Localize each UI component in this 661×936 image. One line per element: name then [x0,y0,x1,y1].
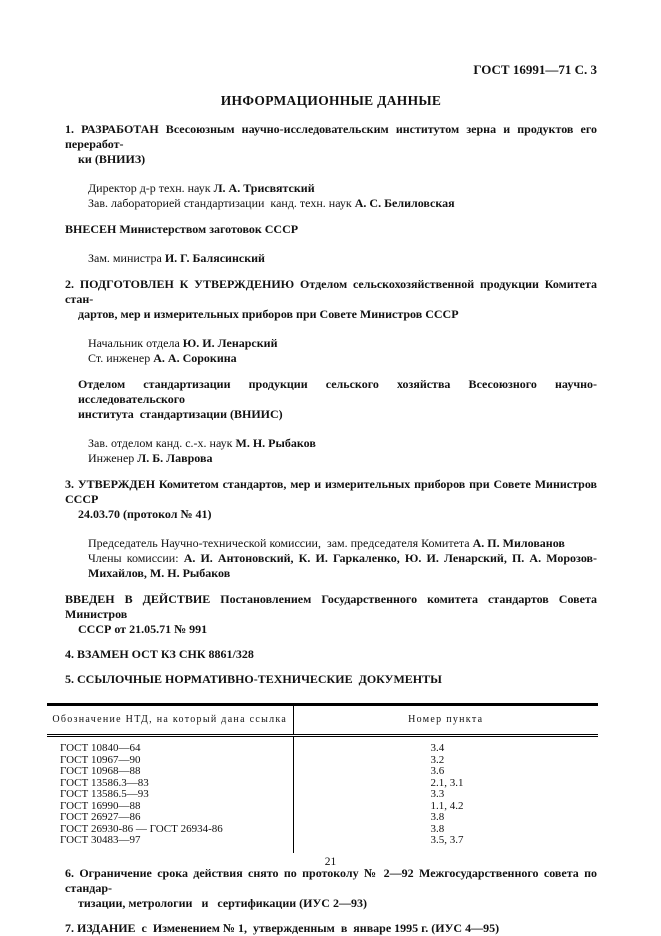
ntd-designation-cell: ГОСТ 13586.5—93 [47,789,293,801]
text-line [88,536,597,551]
clause-number-cell: 3.6 [430,765,445,777]
bold-text-segment: ВВЕДЕН В ДЕЙСТВИЕ Постановлением Государственного комитета стандартов Совета Министров [65,592,600,621]
section-2 [65,277,600,322]
text-line [65,672,597,687]
section-3 [65,477,600,522]
table-row [47,766,598,778]
ntd-designation-cell: ГОСТ 30483—97 [47,835,293,853]
clause-number-cell: 3.2 [430,753,445,766]
page-number: 21 [324,856,337,868]
text-segment: Зав. отделом канд. с.-х. наук [88,436,236,450]
officials-utverzhden [88,536,597,581]
clause-number-cell: 3.8 [430,811,445,823]
text-line [65,122,600,152]
clause-number-cell: 1.1, 4.2 [430,799,464,812]
text-line [78,407,597,422]
text-line [88,251,597,266]
text-line [88,351,597,366]
text-line [88,336,597,351]
clause-number-cell: 2.1, 3.1 [430,776,464,789]
document-content-lower [65,865,600,936]
ntd-designation-cell: ГОСТ 26930-86 — ГОСТ 26934-86 [47,824,293,836]
text-line [65,647,597,662]
officials-podgotovlen [88,336,597,366]
bold-text-segment: 24.03.70 (протокол № 41) [78,507,212,521]
references-table [47,703,598,853]
section-6 [65,865,600,911]
bold-text-segment: 7. ИЗДАНИЕ с Изменением № 1, утвержденным в январе 1995 г. (ИУС 4—95) [65,920,500,935]
text-line [78,152,597,167]
text-segment: Ст. инженер [88,351,154,365]
bold-text-segment: А. А. Сорокина [153,351,237,365]
ntd-designation-cell: ГОСТ 16990—88 [47,801,293,813]
bold-text-segment: М. Н. Рыбаков [235,436,316,450]
text-line [78,507,597,522]
table-row [47,789,598,801]
subsection-vveden [65,592,600,637]
bold-text-segment: 2. ПОДГОТОВЛЕН К УТВЕРЖДЕНИЮ Отделом сельскохозяйственной продукции Комитета стан- [65,277,600,306]
bold-text-segment: А. П. Милованов [472,536,565,550]
officials-otdel [88,436,597,466]
bold-text-segment: дартов, мер и измерительных приборов при Совете Министров СССР [78,307,459,321]
table-row [47,736,598,755]
text-line [78,622,597,637]
bold-text-segment: института стандартизации (ВНИИС) [78,407,283,421]
officials-razrabotan [88,181,597,211]
text-segment: Инженер [88,451,138,465]
text-line [88,196,597,211]
section-5 [65,672,597,687]
text-segment: Зам. министра [88,251,165,265]
text-segment: Директор д-р техн. наук [88,181,214,195]
column-header-ntd-designation: Обозначение НТД, на который дана ссылка [47,705,293,736]
subsection-otdel-standartizacii [65,377,597,422]
bold-text-segment: А. И. Антоновский, К. И. Гаркаленко, Ю. И. Ленарский, П. А. Морозов- [183,551,597,565]
text-line [88,436,597,451]
text-line [88,181,597,196]
section-1 [65,122,600,167]
table-header-row [47,705,598,736]
text-line [78,896,597,911]
text-segment: Зав. лабораторией стандартизации канд. техн. наук [88,196,355,210]
clause-number-cell: 3.5, 3.7 [430,834,464,846]
table-row [47,812,598,824]
officials-vnesen [88,251,597,266]
bold-text-segment: Л. Б. Лаврова [137,451,213,465]
page-title: ИНФОРМАЦИОННЫЕ ДАННЫЕ [220,93,442,108]
references-table-header [47,705,598,736]
bold-text-segment: 5. ССЫЛОЧНЫЕ НОРМАТИВНО-ТЕХНИЧЕСКИЕ ДОКУМЕНТЫ [65,672,442,686]
doc-code: ГОСТ 16991—71 С. 3 [473,62,597,77]
column-header-clause-number: Номер пункта [293,705,598,736]
bold-text-segment: 6. Ограничение срока действия снято по протоколу № 2—92 Межгосударственного совета по стандар- [65,865,600,895]
references-table-body [47,736,598,853]
bold-text-segment: тизации, метрологии и сертификации (ИУС 2—93) [78,895,367,910]
ntd-designation-cell: ГОСТ 10967—90 [47,755,293,767]
table-row [47,835,598,853]
section-7 [65,921,597,936]
bold-text-segment: 1. РАЗРАБОТАН Всесоюзным научно-исследовательским институтом зерна и продуктов его переработ- [65,122,600,151]
text-line [65,477,600,507]
clause-number-cell: 3.8 [430,822,445,835]
section-4 [65,647,597,662]
text-line [65,921,597,936]
text-line [65,222,597,237]
bold-text-segment: СССР от 21.05.71 № 991 [78,622,208,636]
bold-text-segment: Ю. И. Ленарский [182,336,278,350]
bold-text-segment: ки (ВНИИЗ) [78,152,146,166]
ntd-designation-cell: ГОСТ 26927—86 [47,812,293,824]
bold-text-segment: ВНЕСЕН Министерством заготовок СССР [65,222,299,236]
bold-text-segment: Отделом стандартизации продукции сельского хозяйства Всесоюзного научно-исследовательского [78,377,597,406]
clause-number-cell: 3.3 [430,788,445,800]
text-line [65,277,600,307]
ntd-designation-cell: ГОСТ 10968—88 [47,766,293,778]
bold-text-segment: И. Г. Балясинский [164,251,265,265]
text-line [65,865,600,896]
document-content-upper [65,122,600,687]
bold-text-segment: А. С. Белиловская [354,196,455,210]
text-line [65,592,600,622]
ntd-designation-cell: ГОСТ 13586.3—83 [47,778,293,790]
bold-text-segment: Л. А. Трисвятский [213,181,315,195]
bold-text-segment: 4. ВЗАМЕН ОСТ КЗ СНК 8861/328 [65,647,254,661]
bold-text-segment: Михайлов, М. Н. Рыбаков [88,566,231,580]
text-segment: Члены комиссии: [88,551,184,565]
ntd-designation-cell: ГОСТ 10840—64 [47,736,293,755]
text-line [88,566,597,581]
subsection-vnesen [65,222,597,237]
text-line [78,307,597,322]
text-line [88,451,597,466]
text-segment: Начальник отдела [88,336,183,350]
text-segment: Председатель Научно-технической комиссии, зам. председателя Комитета [88,536,473,550]
bold-text-segment: 3. УТВЕРЖДЕН Комитетом стандартов, мер и измерительных приборов при Совете Министров СССР [65,477,600,506]
clause-number-cell: 3.4 [430,742,445,754]
text-line [78,377,597,407]
text-line [88,551,597,566]
